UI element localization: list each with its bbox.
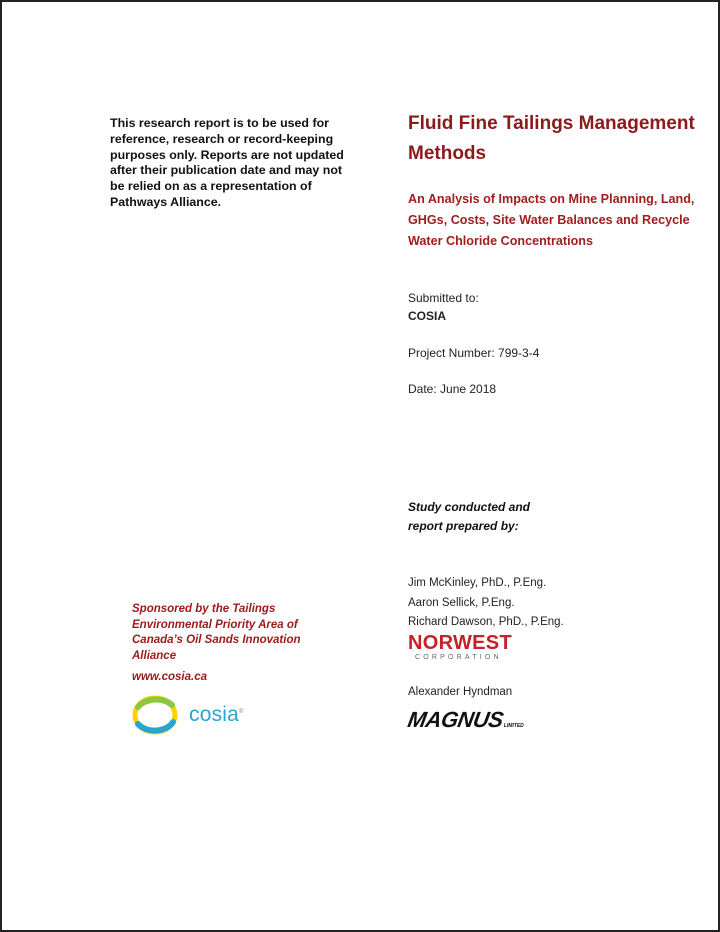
magnus-logo-name: MAGNUS	[405, 707, 506, 732]
project-number: Project Number: 799-3-4	[408, 346, 540, 360]
author-item: Aaron Sellick, P.Eng.	[408, 596, 515, 609]
norwest-logo-name: NORWEST	[408, 632, 512, 654]
author-item: Richard Dawson, PhD., P.Eng.	[408, 616, 564, 628]
submitted-to-value: COSIA	[408, 309, 447, 323]
study-credit-label	[408, 498, 608, 536]
second-author: Alexander Hyndman	[408, 686, 513, 698]
disclaimer-text: This research report is to be used for reference, research or record-keeping purposes only. Reports are not updated after their publication date and may not be relied on as a representation of Pathways Alliance.	[110, 116, 344, 209]
submitted-to-label: Submitted to:	[408, 291, 479, 305]
author-list	[408, 574, 708, 633]
cosia-ring-icon	[132, 695, 178, 735]
cosia-url-link[interactable]: www.cosia.ca	[132, 671, 207, 683]
study-credit-line1: Study conducted and	[408, 500, 531, 514]
cosia-logo	[132, 695, 244, 735]
magnus-logo-sub: LIMITED	[503, 723, 524, 729]
author-item: Jim McKinley, PhD., P.Eng.	[408, 577, 547, 589]
report-date: Date: June 2018	[408, 382, 497, 396]
norwest-logo	[408, 633, 533, 661]
study-credit-line2: report prepared by:	[408, 519, 519, 533]
magnus-logo	[405, 707, 524, 732]
norwest-logo-sub: CORPORATION	[415, 654, 502, 661]
cosia-logo-name: cosia®	[189, 703, 244, 726]
report-title: Fluid Fine Tailings Management Methods	[408, 113, 695, 164]
report-subtitle: An Analysis of Impacts on Mine Planning, Land, GHGs, Costs, Site Water Balances and Recycle Water Chloride Concentrations	[408, 192, 695, 248]
sponsor-text: Sponsored by the Tailings Environmental Priority Area of Canada’s Oil Sands Innovation Alliance	[132, 603, 301, 662]
